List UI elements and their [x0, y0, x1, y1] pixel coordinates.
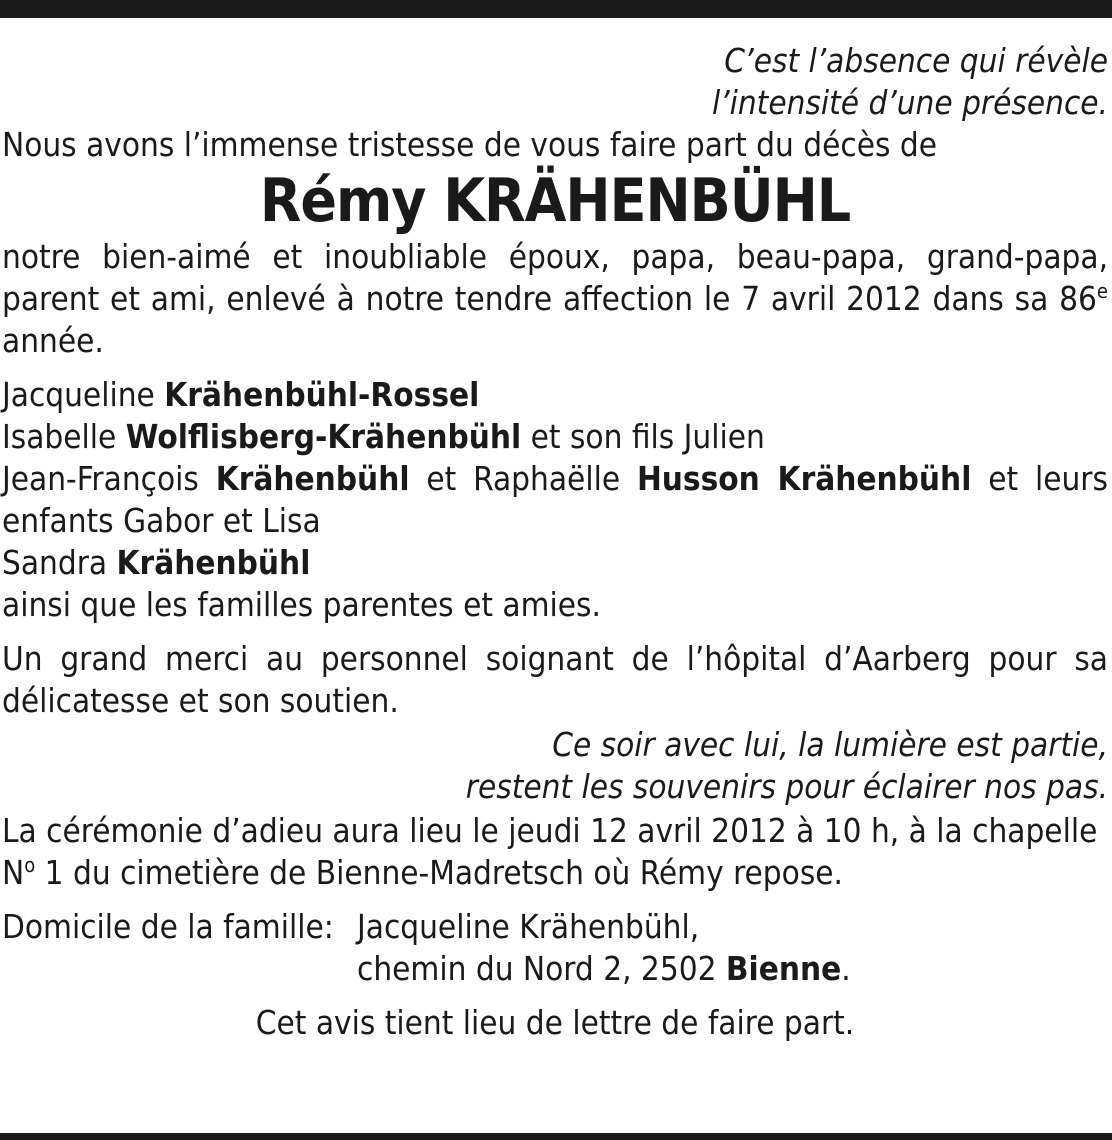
family-note: et son fils Julien: [530, 417, 765, 456]
last-name: Krähenbühl-Rossel: [164, 375, 480, 414]
family-domicile: [2, 906, 1108, 990]
number-suffix: o: [24, 853, 36, 877]
top-rule: [0, 0, 1112, 18]
spouse-last-name: Husson Krähenbühl: [636, 459, 972, 498]
number-prefix: N: [2, 853, 25, 892]
family-note: et leurs enfants Gabor et Lisa: [2, 459, 1108, 540]
last-name: Krähenbühl: [215, 459, 410, 498]
last-name: Wolflisberg-Krähenbühl: [125, 417, 522, 456]
intro-text: Nous avons l’immense tristesse de vous faire part du décès de: [2, 125, 938, 164]
family-closing: ainsi que les familles parentes et amies.: [2, 585, 601, 624]
punctuation: .: [841, 949, 851, 988]
opening-quote-line-2: l’intensité d’une présence.: [711, 83, 1108, 122]
ceremony-text: [2, 810, 1108, 894]
thanks-text: Un grand merci au personnel soignant de l’hôpital d’Aarberg pour sa délicatesse et son soutien.: [2, 639, 1108, 720]
street: chemin du Nord 2, 2502: [357, 949, 717, 988]
ceremony-line-1: La cérémonie d’adieu aura lieu le jeudi 12 avril 2012 à 10 h, à la chapelle: [2, 811, 1098, 850]
age-number: 86: [1059, 279, 1097, 318]
obituary-notice: [2, 40, 1108, 1044]
footer-note: Cet avis tient lieu de lettre de faire part.: [255, 1003, 855, 1042]
ceremony-line-2: 1 du cimetière de Bienne-Madretsch où Rémy repose.: [44, 853, 843, 892]
last-name: Krähenbühl: [116, 543, 311, 582]
domicile-label: Domicile de la famille:: [2, 907, 334, 946]
closing-quote: [2, 724, 1108, 808]
first-name: Jacqueline: [2, 375, 155, 414]
spouse-first-name: et Raphaëlle: [426, 459, 621, 498]
domicile-line-2: [357, 948, 851, 990]
city: Bienne: [725, 949, 842, 988]
age-word: année.: [2, 321, 104, 360]
opening-quote-line-1: C’est l’absence qui révèle: [724, 41, 1108, 80]
first-name: Jean-François: [2, 459, 199, 498]
opening-quote: [2, 40, 1108, 124]
family-sandra: [2, 542, 1108, 584]
bottom-rule: [0, 1133, 1112, 1140]
first-name: Sandra: [2, 543, 108, 582]
closing-quote-line-2: restent les souvenirs pour éclairer nos pas.: [465, 767, 1108, 806]
description-text: [2, 236, 1108, 362]
family-jean-francois: [2, 458, 1108, 542]
first-name: Isabelle: [2, 417, 117, 456]
family-isabelle: [2, 416, 1108, 458]
deceased-name: Rémy KRÄHENBÜHL: [259, 166, 851, 236]
family-jacqueline: [2, 374, 1108, 416]
age-suffix: e: [1096, 279, 1108, 303]
description-body: notre bien-aimé et inoubliable époux, papa, beau-papa, grand-papa, parent et ami, enlevé à notre tendre affection le 7 avril 2012 dans sa: [2, 237, 1108, 318]
domicile-line-1: Jacqueline Krähenbühl,: [357, 907, 700, 946]
closing-quote-line-1: Ce soir avec lui, la lumière est partie,: [552, 725, 1108, 764]
domicile-address: [357, 906, 851, 990]
